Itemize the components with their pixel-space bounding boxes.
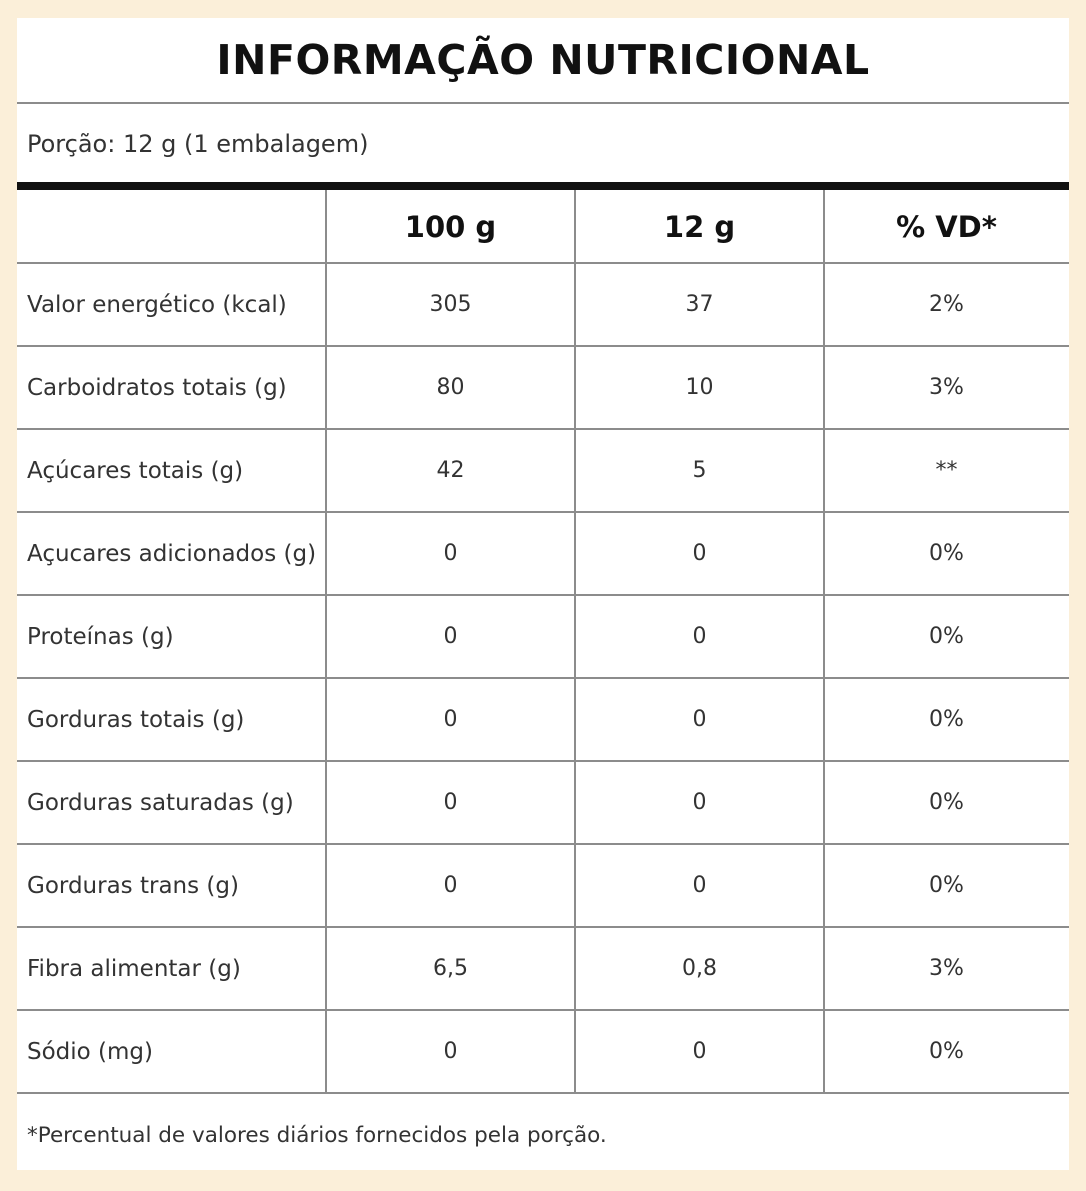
row-divider	[17, 677, 1069, 679]
value-daily-percent: 0%	[929, 1039, 964, 1064]
value-daily-percent: 0%	[929, 790, 964, 815]
table-row	[17, 346, 1069, 429]
thick-divider	[17, 182, 1069, 190]
value-per-portion: 0	[692, 624, 707, 649]
value-daily-percent: 0%	[929, 624, 964, 649]
nutrient-name: Fibra alimentar (g)	[27, 955, 241, 982]
value-per-portion: 5	[692, 458, 707, 483]
table-row	[17, 263, 1069, 346]
row-divider	[17, 926, 1069, 928]
value-daily-percent: 3%	[929, 375, 964, 400]
value-per-portion: 0	[692, 707, 707, 732]
nutrient-name: Açúcares totais (g)	[27, 457, 244, 484]
row-divider	[17, 345, 1069, 347]
row-divider	[17, 428, 1069, 430]
value-per-portion: 0	[692, 541, 707, 566]
portion-text: Porção: 12 g (1 embalagem)	[27, 130, 369, 158]
value-per-100g: 305	[429, 292, 472, 317]
row-divider	[17, 843, 1069, 845]
value-daily-percent: **	[935, 458, 958, 483]
value-daily-percent: 2%	[929, 292, 964, 317]
value-daily-percent: 0%	[929, 707, 964, 732]
nutrient-name: Gorduras trans (g)	[27, 872, 239, 899]
row-divider	[17, 262, 1069, 264]
row-divider	[17, 594, 1069, 596]
value-per-100g: 0	[443, 541, 458, 566]
table-row	[17, 678, 1069, 761]
table-row	[17, 1010, 1069, 1093]
label-title: INFORMAÇÃO NUTRICIONAL	[216, 36, 870, 84]
row-divider	[17, 1009, 1069, 1011]
value-per-100g: 42	[436, 458, 465, 483]
table-row	[17, 761, 1069, 844]
row-divider	[17, 760, 1069, 762]
column-divider	[823, 190, 825, 1092]
value-daily-percent: 3%	[929, 956, 964, 981]
nutrient-name: Gorduras saturadas (g)	[27, 789, 294, 816]
nutrient-name: Valor energético (kcal)	[27, 291, 287, 318]
header-per-portion: 12 g	[663, 209, 736, 244]
row-divider	[17, 511, 1069, 513]
value-daily-percent: 0%	[929, 873, 964, 898]
value-per-portion: 0	[692, 873, 707, 898]
table-row	[17, 844, 1069, 927]
header-per-100g: 100 g	[404, 209, 497, 244]
table-header-row	[17, 190, 1069, 263]
footnote: *Percentual de valores diários fornecidos pela porção.	[27, 1123, 607, 1148]
value-per-100g: 0	[443, 624, 458, 649]
value-per-portion: 0	[692, 790, 707, 815]
value-per-portion: 37	[685, 292, 714, 317]
column-divider	[574, 190, 576, 1092]
value-per-100g: 0	[443, 707, 458, 732]
value-per-100g: 6,5	[433, 956, 468, 981]
table-row	[17, 595, 1069, 678]
nutrient-name: Gorduras totais (g)	[27, 706, 245, 733]
nutrient-name: Açucares adicionados (g)	[27, 540, 317, 567]
header-daily-value: % VD*	[896, 209, 997, 244]
header-nutrient	[17, 190, 326, 263]
value-per-portion: 0,8	[682, 956, 717, 981]
value-per-100g: 0	[443, 790, 458, 815]
nutrient-name: Proteínas (g)	[27, 623, 174, 650]
nutrient-name: Carboidratos totais (g)	[27, 374, 287, 401]
value-per-portion: 10	[685, 375, 714, 400]
value-per-100g: 0	[443, 1039, 458, 1064]
value-per-100g: 0	[443, 873, 458, 898]
nutrition-table	[17, 190, 1069, 1093]
table-row	[17, 512, 1069, 595]
value-daily-percent: 0%	[929, 541, 964, 566]
column-divider	[325, 190, 327, 1092]
value-per-portion: 0	[692, 1039, 707, 1064]
nutrition-label	[17, 18, 1069, 1170]
table-row	[17, 429, 1069, 512]
nutrient-name: Sódio (mg)	[27, 1038, 153, 1065]
value-per-100g: 80	[436, 375, 465, 400]
table-row	[17, 927, 1069, 1010]
